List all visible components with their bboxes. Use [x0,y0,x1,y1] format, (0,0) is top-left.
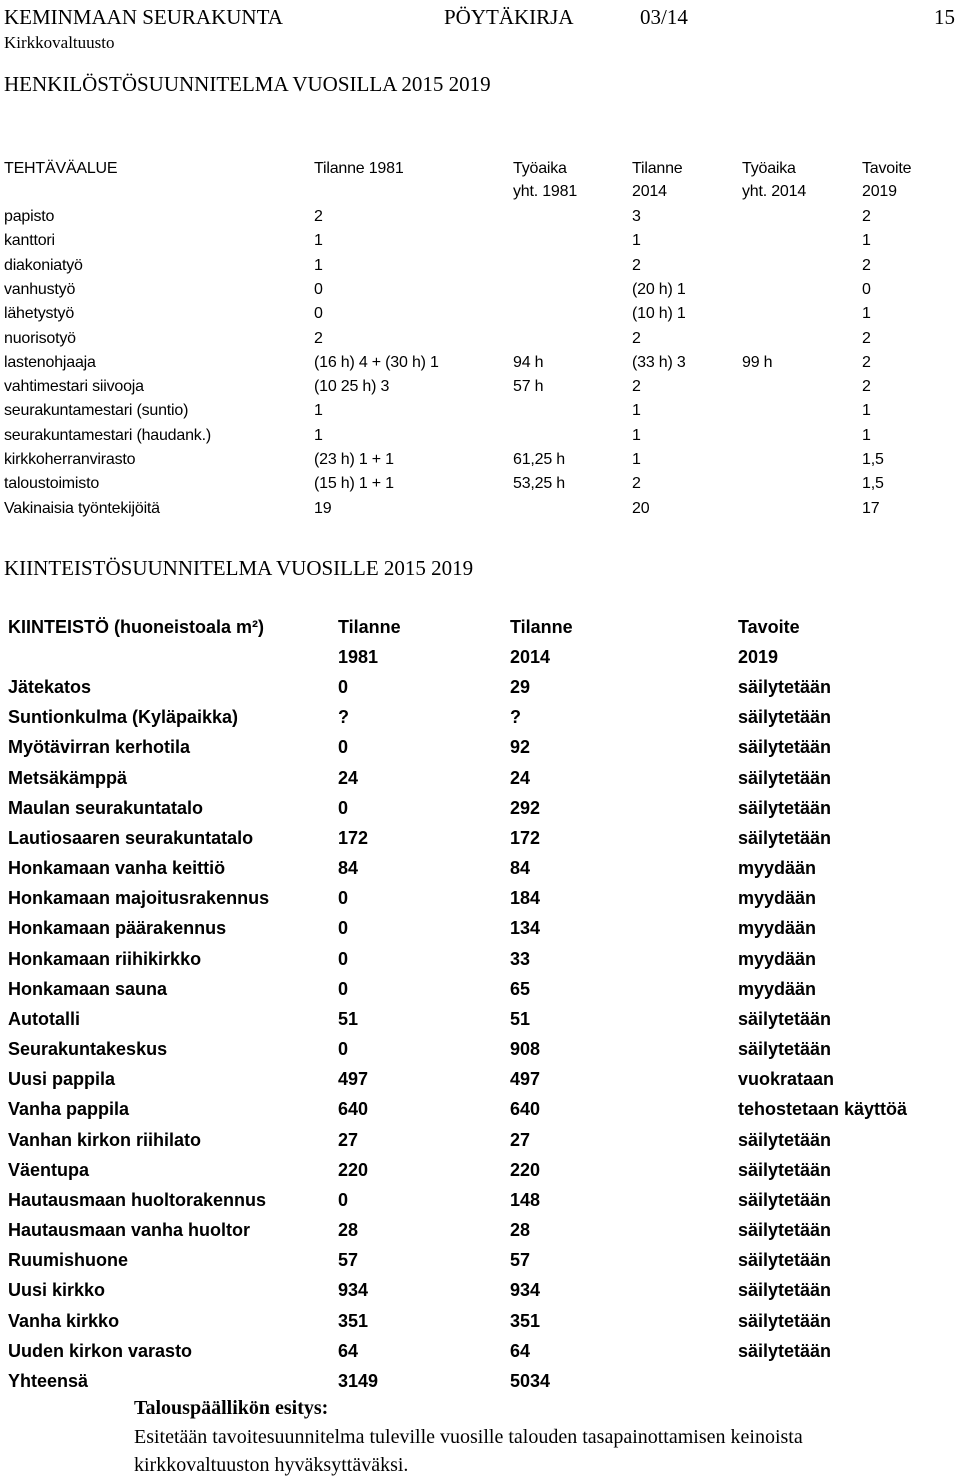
property-cell-target: säilytetään [738,1160,832,1180]
staff-cell-status-1981: 1 [314,402,323,419]
property-cell-status-2014: 934 [510,1280,541,1300]
staff-cell-status-1981: 1 [314,427,323,444]
proposal-line-1: Esitetään tavoitesuunnitelma tuleville vuosille talouden tasapainottamisen keinoista [134,1426,803,1448]
staff-cell-target: 2 [862,354,871,371]
property-cell-status-1981: 0 [338,1039,349,1059]
staff-cell-target: 17 [862,500,880,517]
property-cell-name: Seurakuntakeskus [8,1039,168,1059]
proposal-line-2: kirkkovaltuuston hyväksyttäväksi. [134,1454,409,1476]
property-cell-status-1981: 934 [338,1280,369,1300]
property-cell-target: myydään [738,888,817,908]
staff-cell-task: kanttori [4,232,55,249]
staff-cell-status-2014: (33 h) 3 [632,354,686,371]
property-cell-status-2014: 29 [510,677,531,697]
property-col-target-year: 2019 [738,647,779,667]
property-cell-status-1981: 0 [338,1190,349,1210]
staff-cell-target: 2 [862,208,871,225]
property-cell-target: säilytetään [738,1220,832,1240]
property-cell-target: myydään [738,949,817,969]
staff-cell-status-1981: 1 [314,232,323,249]
staff-cell-target: 2 [862,378,871,395]
property-cell-status-2014: 65 [510,979,531,999]
property-cell-target: säilytetään [738,798,832,818]
property-cell-name: Honkamaan riihikirkko [8,949,202,969]
property-cell-status-1981: 24 [338,768,359,788]
property-cell-name: Jätekatos [8,677,92,697]
property-cell-status-2014: 134 [510,918,541,938]
staff-cell-target: 1 [862,402,871,419]
page-number: 15 [934,5,955,29]
staff-cell-status-2014: 1 [632,402,641,419]
staff-col-worktime-2014: Työaika [742,160,796,177]
staff-cell-status-2014: 1 [632,232,641,249]
property-cell-name: Lautiosaaren seurakuntatalo [8,828,254,848]
property-cell-status-2014: 27 [510,1130,531,1150]
property-cell-status-2014: 84 [510,858,531,878]
staff-cell-status-2014: 2 [632,378,641,395]
property-cell-target: säilytetään [738,1311,832,1331]
staff-col-target-year: 2019 [862,183,897,200]
staff-cell-status-1981: 0 [314,305,323,322]
property-cell-status-1981: 0 [338,798,349,818]
staff-cell-worktime-1981: 61,25 h [513,451,565,468]
staff-cell-status-1981: 2 [314,208,323,225]
staff-col-status-2014-year: 2014 [632,183,667,200]
property-cell-name: Myötävirran kerhotila [8,737,191,757]
staff-cell-target: 1,5 [862,475,884,492]
staff-cell-task: vahtimestari siivooja [4,378,144,395]
property-cell-status-1981: 351 [338,1311,369,1331]
staff-cell-target: 1 [862,305,871,322]
property-cell-name: Suntionkulma (Kyläpaikka) [8,707,239,727]
property-cell-name: Uusi kirkko [8,1280,106,1300]
property-cell-status-1981: 0 [338,979,349,999]
staff-cell-task: seurakuntamestari (haudank.) [4,427,211,444]
property-cell-target: säilytetään [738,1039,832,1059]
staff-cell-status-1981: (15 h) 1 + 1 [314,475,394,492]
staff-cell-task: seurakuntamestari (suntio) [4,402,189,419]
staff-cell-status-2014: (20 h) 1 [632,281,686,298]
staff-cell-task: papisto [4,208,55,225]
property-col-status-1981-year: 1981 [338,647,379,667]
property-cell-status-2014: 172 [510,828,541,848]
property-cell-name: Honkamaan majoitusrakennus [8,888,270,908]
property-cell-name: Honkamaan sauna [8,979,168,999]
staff-cell-status-1981: 1 [314,257,323,274]
property-cell-status-1981: 497 [338,1069,369,1089]
property-cell-status-2014: ? [510,707,521,727]
property-cell-status-2014: 497 [510,1069,541,1089]
property-cell-name: Ruumishuone [8,1250,128,1270]
property-cell-name: Metsäkämppä [8,768,128,788]
property-cell-target: säilytetään [738,828,832,848]
property-cell-target: myydään [738,918,817,938]
property-cell-target: vuokrataan [738,1069,835,1089]
property-cell-status-2014: 64 [510,1341,531,1361]
staff-cell-target: 1 [862,232,871,249]
property-cell-status-2014: 292 [510,798,541,818]
property-cell-status-1981: 0 [338,888,349,908]
property-cell-status-1981: 27 [338,1130,359,1150]
staff-cell-task: Vakinaisia työntekijöitä [4,500,160,517]
staff-cell-task: nuorisotyö [4,330,76,347]
property-cell-status-1981: 64 [338,1341,359,1361]
property-cell-name: Uuden kirkon varasto [8,1341,193,1361]
org-name: KEMINMAAN SEURAKUNTA [4,5,283,29]
staff-cell-status-2014: 20 [632,500,650,517]
property-cell-status-2014: 220 [510,1160,541,1180]
property-cell-status-1981: 220 [338,1160,369,1180]
property-cell-status-1981: 3149 [338,1371,379,1391]
staff-cell-status-2014: (10 h) 1 [632,305,686,322]
staff-cell-status-2014: 2 [632,475,641,492]
document-type: PÖYTÄKIRJA [444,5,574,29]
property-cell-name: Maulan seurakuntatalo [8,798,204,818]
property-plan-title: KIINTEISTÖSUUNNITELMA VUOSILLE 2015 2019 [4,556,474,580]
body-name: Kirkkovaltuusto [4,33,115,52]
property-cell-status-2014: 24 [510,768,531,788]
property-cell-status-1981: 84 [338,858,359,878]
property-cell-status-2014: 92 [510,737,531,757]
property-col-name: KIINTEISTÖ (huoneistoala m²) [8,617,265,637]
property-cell-target: myydään [738,979,817,999]
property-cell-status-1981: 0 [338,949,349,969]
property-cell-status-1981: 0 [338,677,349,697]
property-cell-status-2014: 51 [510,1009,531,1029]
property-cell-status-1981: 0 [338,737,349,757]
property-col-target: Tavoite [738,617,800,637]
property-cell-target: säilytetään [738,677,832,697]
staff-cell-worktime-1981: 94 h [513,354,544,371]
property-cell-target: säilytetään [738,1280,832,1300]
staff-cell-status-1981: (23 h) 1 + 1 [314,451,394,468]
proposal-heading: Talouspäällikön esitys: [134,1397,329,1419]
document-number: 03/14 [640,5,688,29]
staff-col-target: Tavoite [862,160,912,177]
staff-cell-status-1981: 0 [314,281,323,298]
property-cell-name: Uusi pappila [8,1069,116,1089]
property-cell-target: säilytetään [738,1190,832,1210]
property-cell-status-2014: 57 [510,1250,531,1270]
property-cell-target: myydään [738,858,817,878]
staff-cell-target: 1 [862,427,871,444]
staff-col-worktime-1981-year: yht. 1981 [513,183,578,200]
property-cell-status-2014: 28 [510,1220,531,1240]
staff-cell-status-1981: (16 h) 4 + (30 h) 1 [314,354,439,371]
staff-col-worktime-1981: Työaika [513,160,567,177]
staff-cell-worktime-1981: 57 h [513,378,544,395]
staff-cell-status-2014: 3 [632,208,641,225]
property-cell-status-2014: 908 [510,1039,541,1059]
property-cell-target: säilytetään [738,1250,832,1270]
property-cell-name: Honkamaan vanha keittiö [8,858,226,878]
staff-cell-task: vanhustyö [4,281,76,298]
property-cell-target: säilytetään [738,768,832,788]
staff-cell-target: 2 [862,257,871,274]
property-cell-target: säilytetään [738,707,832,727]
staff-cell-task: lähetystyö [4,305,75,322]
staff-col-task: TEHTÄVÄALUE [4,160,118,177]
property-cell-name: Autotalli [8,1009,80,1029]
staff-cell-target: 2 [862,330,871,347]
staff-plan-title: HENKILÖSTÖSUUNNITELMA VUOSILLA 2015 2019 [4,72,491,96]
staff-cell-status-2014: 2 [632,330,641,347]
staff-col-status-2014: Tilanne [632,160,683,177]
staff-cell-target: 1,5 [862,451,884,468]
property-cell-target: säilytetään [738,1341,832,1361]
staff-cell-task: diakoniatyö [4,257,83,274]
staff-cell-worktime-1981: 53,25 h [513,475,565,492]
property-col-status-2014: Tilanne [510,617,573,637]
property-col-status-1981: Tilanne [338,617,401,637]
property-cell-target: tehostetaan käyttöä [738,1099,908,1119]
property-cell-status-1981: 51 [338,1009,359,1029]
property-cell-name: Vanha kirkko [8,1311,120,1331]
staff-cell-target: 0 [862,281,871,298]
property-cell-status-2014: 5034 [510,1371,551,1391]
property-cell-name: Väentupa [8,1160,90,1180]
staff-cell-status-1981: 2 [314,330,323,347]
staff-col-status-1981: Tilanne 1981 [314,160,404,177]
property-cell-status-1981: 640 [338,1099,369,1119]
property-cell-name: Hautausmaan vanha huoltor [8,1220,251,1240]
property-cell-status-1981: 0 [338,918,349,938]
property-cell-status-1981: 172 [338,828,369,848]
staff-cell-status-1981: 19 [314,500,332,517]
property-cell-status-2014: 184 [510,888,541,908]
property-cell-status-2014: 148 [510,1190,541,1210]
property-cell-status-1981: 57 [338,1250,359,1270]
property-cell-status-1981: ? [338,707,349,727]
property-cell-status-2014: 33 [510,949,531,969]
staff-col-worktime-2014-year: yht. 2014 [742,183,807,200]
property-cell-status-2014: 351 [510,1311,541,1331]
staff-cell-status-1981: (10 25 h) 3 [314,378,390,395]
property-cell-name: Vanhan kirkon riihilato [8,1130,202,1150]
property-cell-name: Vanha pappila [8,1099,130,1119]
property-cell-status-2014: 640 [510,1099,541,1119]
staff-cell-status-2014: 1 [632,451,641,468]
property-col-status-2014-year: 2014 [510,647,551,667]
property-cell-target: säilytetään [738,1009,832,1029]
property-cell-status-1981: 28 [338,1220,359,1240]
property-cell-name: Yhteensä [8,1371,89,1391]
staff-cell-status-2014: 1 [632,427,641,444]
property-cell-target: säilytetään [738,1130,832,1150]
staff-cell-worktime-2014: 99 h [742,354,773,371]
staff-cell-task: lastenohjaaja [4,354,96,371]
staff-cell-status-2014: 2 [632,257,641,274]
property-cell-target: säilytetään [738,737,832,757]
staff-cell-task: kirkkoherranvirasto [4,451,136,468]
staff-cell-task: taloustoimisto [4,475,100,492]
property-cell-name: Hautausmaan huoltorakennus [8,1190,267,1210]
property-cell-name: Honkamaan päärakennus [8,918,227,938]
